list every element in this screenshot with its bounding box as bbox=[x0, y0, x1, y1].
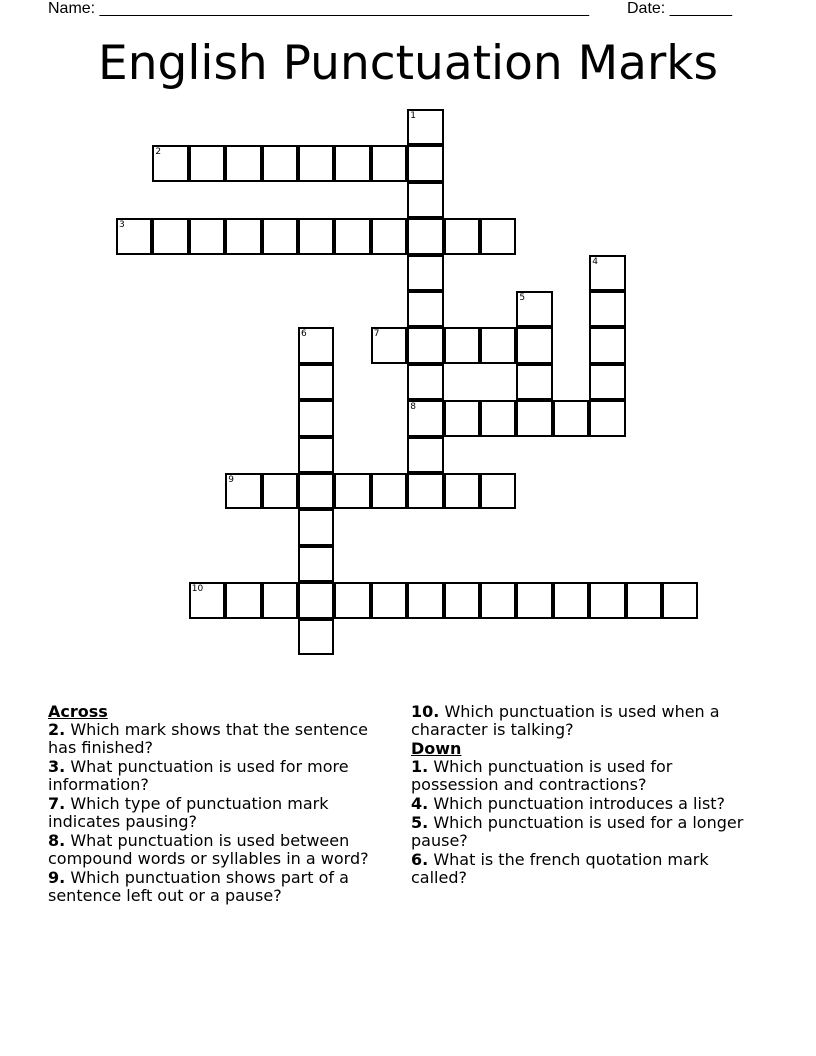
name-line: _______________________________________________________ bbox=[99, 0, 589, 17]
clue-num: 10. bbox=[411, 702, 440, 721]
clue-number: 8 bbox=[410, 402, 416, 413]
grid-cell[interactable] bbox=[225, 145, 261, 181]
grid-cell[interactable] bbox=[407, 400, 443, 436]
across-clue bbox=[48, 832, 398, 868]
across-clue bbox=[48, 869, 398, 905]
grid-cell[interactable] bbox=[298, 218, 334, 254]
grid-cell[interactable] bbox=[553, 400, 589, 436]
clue-num: 5. bbox=[411, 813, 429, 832]
grid-cell[interactable] bbox=[371, 218, 407, 254]
grid-cell[interactable] bbox=[298, 437, 334, 473]
name-label: Name: bbox=[48, 0, 96, 17]
grid-cell[interactable] bbox=[480, 218, 516, 254]
grid-cell[interactable] bbox=[298, 327, 334, 363]
grid-cell[interactable] bbox=[589, 364, 625, 400]
grid-cell[interactable] bbox=[407, 473, 443, 509]
grid-cell[interactable] bbox=[407, 182, 443, 218]
grid-cell[interactable] bbox=[407, 255, 443, 291]
grid-cell[interactable] bbox=[298, 145, 334, 181]
grid-cell[interactable] bbox=[444, 218, 480, 254]
clue-num: 7. bbox=[48, 794, 66, 813]
grid-cell[interactable] bbox=[407, 109, 443, 145]
name-field[interactable] bbox=[48, 0, 589, 18]
grid-cell[interactable] bbox=[116, 218, 152, 254]
grid-cell[interactable] bbox=[371, 582, 407, 618]
clue-text: Which punctuation is used for a longer pause? bbox=[411, 813, 744, 850]
clues-right-column bbox=[411, 703, 761, 888]
clue-number: 3 bbox=[119, 220, 125, 231]
grid-cell[interactable] bbox=[189, 218, 225, 254]
page-title: English Punctuation Marks bbox=[98, 36, 718, 91]
grid-cell[interactable] bbox=[371, 145, 407, 181]
grid-cell[interactable] bbox=[626, 582, 662, 618]
grid-cell[interactable] bbox=[407, 145, 443, 181]
grid-cell[interactable] bbox=[334, 218, 370, 254]
grid-cell[interactable] bbox=[225, 473, 261, 509]
clue-text: Which punctuation is used when a character is talking? bbox=[411, 702, 720, 739]
grid-cell[interactable] bbox=[589, 582, 625, 618]
across-clues bbox=[48, 703, 398, 906]
grid-cell[interactable] bbox=[480, 400, 516, 436]
grid-cell[interactable] bbox=[480, 473, 516, 509]
grid-cell[interactable] bbox=[589, 327, 625, 363]
grid-cell[interactable] bbox=[189, 145, 225, 181]
grid-cell[interactable] bbox=[407, 437, 443, 473]
clue-num: 4. bbox=[411, 794, 429, 813]
clue-num: 9. bbox=[48, 868, 66, 887]
clue-num: 6. bbox=[411, 850, 429, 869]
grid-cell[interactable] bbox=[189, 582, 225, 618]
grid-cell[interactable] bbox=[553, 582, 589, 618]
across-heading: Across bbox=[48, 702, 108, 721]
grid-cell[interactable] bbox=[444, 582, 480, 618]
grid-cell[interactable] bbox=[334, 145, 370, 181]
clue-text: What is the french quotation mark called? bbox=[411, 850, 709, 887]
grid-cell[interactable] bbox=[516, 291, 552, 327]
date-field[interactable] bbox=[627, 0, 732, 18]
grid-cell[interactable] bbox=[480, 582, 516, 618]
clue-text: Which punctuation shows part of a sentence left out or a pause? bbox=[48, 868, 349, 905]
grid-cell[interactable] bbox=[262, 218, 298, 254]
clue-number: 4 bbox=[592, 256, 598, 267]
grid-cell[interactable] bbox=[407, 218, 443, 254]
down-clue bbox=[411, 758, 761, 794]
grid-cell[interactable] bbox=[516, 364, 552, 400]
clue-num: 3. bbox=[48, 757, 66, 776]
clue-text: What punctuation is used for more information? bbox=[48, 757, 349, 794]
clue-number: 5 bbox=[519, 293, 526, 303]
down-heading: Down bbox=[411, 739, 462, 758]
grid-cell[interactable] bbox=[262, 145, 298, 181]
clue-num: 8. bbox=[48, 831, 66, 850]
grid-cell[interactable] bbox=[407, 291, 443, 327]
clue-num: 1. bbox=[411, 757, 429, 776]
clue-number: 10 bbox=[191, 584, 204, 595]
grid-cell[interactable] bbox=[407, 364, 443, 400]
grid-cell[interactable] bbox=[444, 327, 480, 363]
grid-cell[interactable] bbox=[407, 327, 443, 363]
grid-cell[interactable] bbox=[225, 582, 261, 618]
down-clue bbox=[411, 795, 761, 813]
grid-cell[interactable] bbox=[516, 327, 552, 363]
grid-cell[interactable] bbox=[371, 327, 407, 363]
grid-cell[interactable] bbox=[262, 582, 298, 618]
across-clue bbox=[48, 795, 398, 831]
grid-cell[interactable] bbox=[589, 400, 625, 436]
grid-cell[interactable] bbox=[298, 473, 334, 509]
date-label: Date: bbox=[627, 0, 666, 17]
grid-cell[interactable] bbox=[262, 473, 298, 509]
grid-cell[interactable] bbox=[298, 400, 334, 436]
grid-cell[interactable] bbox=[298, 619, 334, 655]
grid-cell[interactable] bbox=[298, 582, 334, 618]
date-line: _______ bbox=[669, 0, 732, 17]
clue-text: Which type of punctuation mark indicates pausing? bbox=[48, 794, 329, 831]
clue-text: Which punctuation introduces a list? bbox=[433, 794, 726, 813]
clue-num: 2. bbox=[48, 720, 66, 739]
grid-cell[interactable] bbox=[152, 218, 188, 254]
clue-text: What punctuation is used between compound words or syllables in a word? bbox=[48, 831, 369, 868]
down-clue bbox=[411, 814, 761, 850]
grid-cell[interactable] bbox=[334, 473, 370, 509]
grid-cell[interactable] bbox=[516, 582, 552, 618]
grid-cell[interactable] bbox=[334, 582, 370, 618]
grid-cell[interactable] bbox=[589, 255, 625, 291]
across-clue bbox=[411, 703, 761, 739]
across-clue bbox=[48, 758, 398, 794]
grid-cell[interactable] bbox=[371, 473, 407, 509]
grid-cell[interactable] bbox=[298, 509, 334, 545]
grid-cell[interactable] bbox=[516, 400, 552, 436]
down-clue bbox=[411, 851, 761, 887]
grid-cell[interactable] bbox=[225, 218, 261, 254]
clue-text: Which mark shows that the sentence has finished? bbox=[48, 720, 368, 757]
grid-cell[interactable] bbox=[444, 473, 480, 509]
clue-number: 7 bbox=[373, 329, 380, 340]
clue-number: 1 bbox=[410, 111, 416, 121]
clue-number: 2 bbox=[155, 147, 162, 158]
grid-cell[interactable] bbox=[407, 582, 443, 618]
grid-cell[interactable] bbox=[298, 546, 334, 582]
grid-cell[interactable] bbox=[444, 400, 480, 436]
grid-cell[interactable] bbox=[589, 291, 625, 327]
grid-cell[interactable] bbox=[480, 327, 516, 363]
across-clue bbox=[48, 721, 398, 757]
grid-cell[interactable] bbox=[662, 582, 698, 618]
clue-number: 6 bbox=[301, 329, 307, 340]
clue-text: Which punctuation is used for possession and contractions? bbox=[411, 757, 673, 794]
clue-number: 9 bbox=[228, 475, 234, 485]
grid-cell[interactable] bbox=[152, 145, 188, 181]
grid-cell[interactable] bbox=[298, 364, 334, 400]
